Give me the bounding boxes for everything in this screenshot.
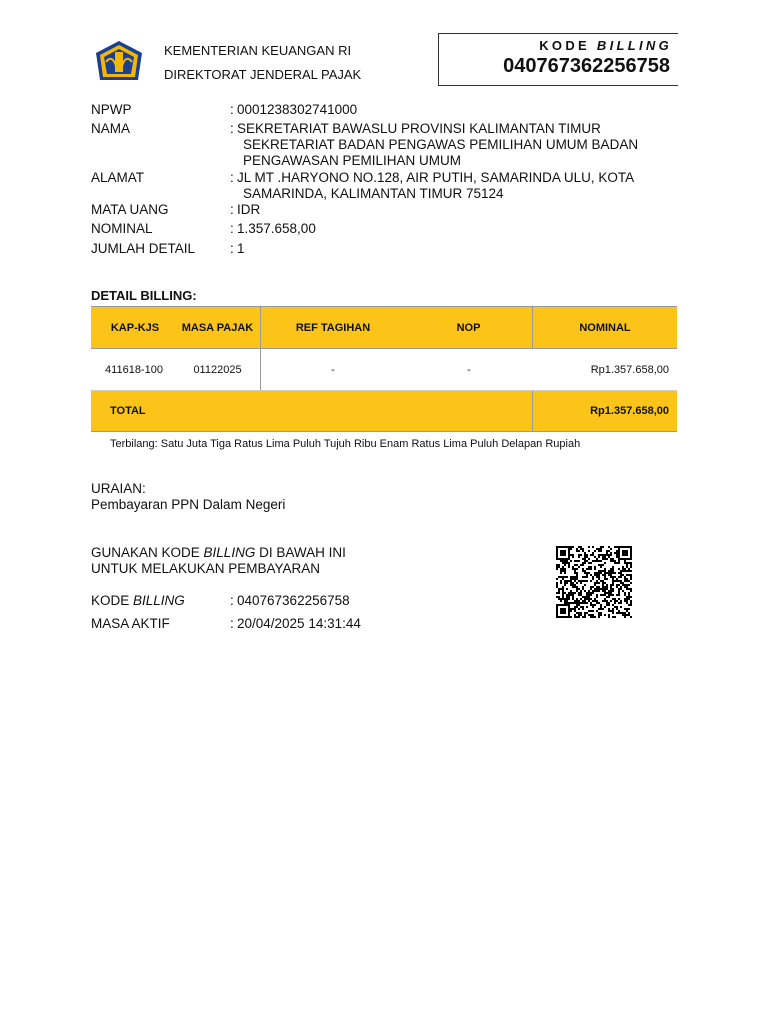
- nama-value: SEKRETARIAT BAWASLU PROVINSI KALIMANTAN TIMUR SEKRETARIAT BADAN PENGAWAS PEMILIHAN UMUM BADAN PENGAWASAN PEMILIHAN UMUM: [237, 121, 639, 168]
- directorate-name: DIREKTORAT JENDERAL PAJAK: [164, 67, 362, 82]
- cell-nominal: Rp1.357.658,00: [590, 363, 669, 376]
- mata-uang-label: MATA UANG: [91, 202, 169, 217]
- col-ref-tagihan: REF TAGIHAN: [295, 321, 371, 334]
- instruction-line2: UNTUK MELAKUKAN PEMBAYARAN: [91, 561, 321, 576]
- total-value: Rp1.357.658,00: [590, 405, 669, 417]
- npwp-label: NPWP: [91, 102, 132, 117]
- instruction-line1: GUNAKAN KODE BILLING DI BAWAH INI: [91, 545, 346, 560]
- masa-aktif-label: MASA AKTIF: [91, 616, 170, 631]
- col-kap-kjs: KAP-KJS: [110, 321, 160, 334]
- jumlah-detail-label: JUMLAH DETAIL: [91, 241, 196, 256]
- kode-billing-value: 040767362256758: [503, 55, 670, 77]
- cell-kap-kjs: 411618-100: [105, 363, 163, 376]
- org-name: KEMENTERIAN KEUANGAN RI: [164, 43, 352, 58]
- col-nop: NOP: [405, 307, 533, 348]
- footer-kode-label: KODE BILLING: [91, 593, 185, 608]
- uraian-label: URAIAN:: [91, 481, 146, 496]
- nama-label: NAMA: [91, 121, 131, 136]
- total-label: TOTAL: [91, 391, 533, 431]
- table-total-row: [91, 391, 677, 432]
- footer-kode-value: 040767362256758: [237, 593, 350, 608]
- detail-billing-title: DETAIL BILLING:: [91, 288, 197, 303]
- uraian-value: Pembayaran PPN Dalam Negeri: [91, 497, 286, 512]
- cell-ref-tagihan: -: [331, 363, 335, 376]
- alamat-value: JL MT .HARYONO NO.128, AIR PUTIH, SAMARINDA ULU, KOTA SAMARINDA, KALIMANTAN TIMUR 75124: [237, 170, 635, 201]
- masa-aktif-value: 20/04/2025 14:31:44: [237, 616, 361, 631]
- col-nominal: NOMINAL: [579, 321, 631, 334]
- billing-table: [91, 306, 677, 432]
- cell-nop: -: [467, 363, 471, 376]
- table-header: [91, 307, 677, 349]
- col-masa-pajak: MASA PAJAK: [175, 307, 261, 348]
- terbilang-text: Terbilang: Satu Juta Tiga Ratus Lima Puluh Tujuh Ribu Enam Ratus Lima Puluh Delapan Rupiah: [110, 438, 581, 450]
- kode-billing-label: KODE BILLING: [539, 38, 672, 53]
- qr-code-icon: [556, 546, 632, 618]
- nominal-value: 1.357.658,00: [237, 221, 316, 236]
- kemenkeu-logo: [94, 40, 144, 84]
- jumlah-detail-value: 1: [237, 241, 245, 256]
- table-row: [91, 349, 677, 391]
- mata-uang-value: IDR: [237, 202, 261, 217]
- kode-billing-box: [438, 33, 678, 86]
- nominal-label: NOMINAL: [91, 221, 153, 236]
- alamat-label: ALAMAT: [91, 170, 145, 185]
- cell-masa-pajak: 01122025: [175, 349, 261, 390]
- npwp-value: 0001238302741000: [237, 102, 358, 117]
